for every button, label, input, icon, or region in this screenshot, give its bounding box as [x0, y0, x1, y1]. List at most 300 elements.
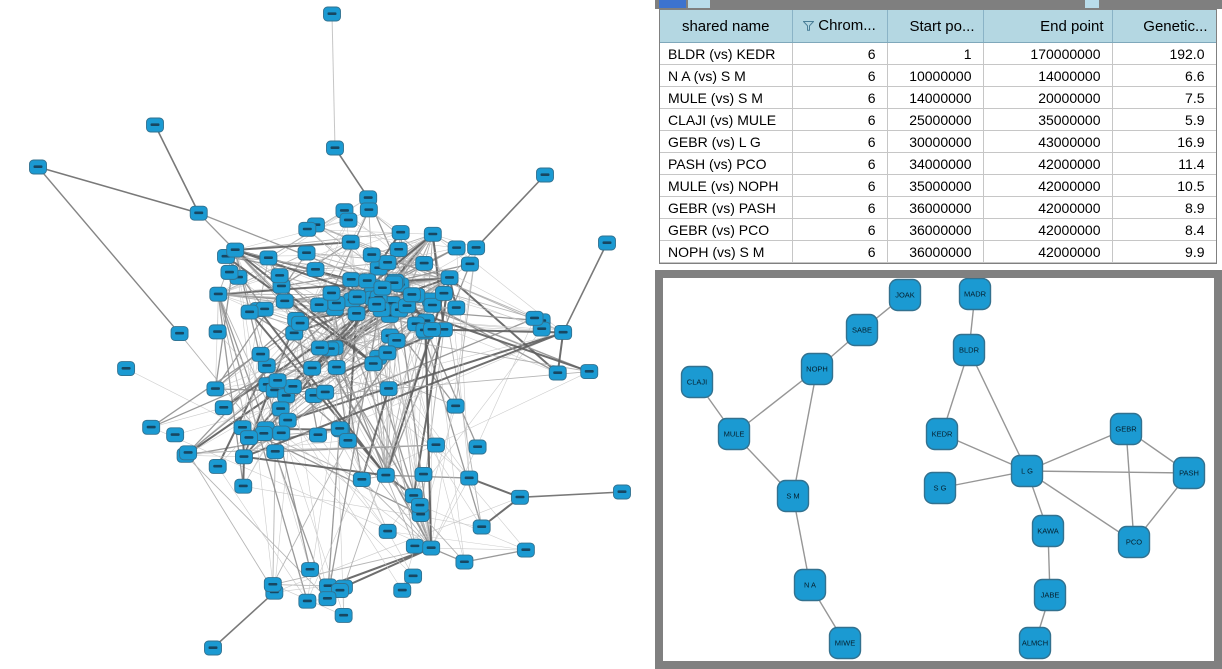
node-JABE[interactable] [1035, 580, 1066, 611]
overview-node[interactable] [273, 426, 290, 440]
overview-node-label [282, 394, 291, 397]
overview-node-label [259, 432, 268, 435]
overview-node-label [515, 496, 524, 499]
overview-node-label [369, 362, 378, 365]
overview-node[interactable] [424, 227, 441, 241]
overview-node-label [283, 419, 292, 422]
overview-node-label [303, 228, 312, 231]
overview-node[interactable] [461, 257, 478, 271]
toolbar-fragment-2[interactable] [1085, 0, 1099, 8]
overview-node[interactable] [215, 401, 232, 415]
overview-node[interactable] [235, 450, 252, 464]
cell-genetic_distance[interactable]: 10.5 [1112, 175, 1216, 197]
overview-node-label [256, 353, 265, 356]
overview-node[interactable] [468, 241, 485, 255]
cell-end_point[interactable]: 14000000 [983, 65, 1112, 87]
cell-start_position[interactable]: 35000000 [887, 175, 983, 197]
overview-node-label [472, 246, 481, 249]
cell-genetic_distance[interactable]: 9.9 [1112, 241, 1216, 263]
overview-node[interactable] [447, 399, 464, 413]
overview-node-label [381, 474, 390, 477]
overview-edge [288, 318, 535, 420]
node-label: PASH [1179, 468, 1199, 478]
cell-end_point[interactable]: 42000000 [983, 197, 1112, 219]
overview-node[interactable] [317, 385, 334, 399]
node-SABE[interactable] [847, 315, 878, 346]
overview-node-label [122, 367, 131, 370]
node-PASH[interactable] [1174, 458, 1205, 489]
overview-node-label [209, 646, 218, 649]
overview-node[interactable] [403, 288, 420, 302]
overview-node[interactable] [240, 431, 257, 445]
overview-node[interactable] [411, 498, 428, 512]
overview-node[interactable] [299, 222, 316, 236]
overview-node[interactable] [269, 374, 286, 388]
overview-node-label [244, 436, 253, 439]
overview-node[interactable] [241, 305, 258, 319]
cell-end_point[interactable]: 42000000 [983, 219, 1112, 241]
overview-node-label [428, 328, 437, 331]
column-header-start_position[interactable] [887, 10, 983, 43]
overview-node[interactable] [207, 382, 224, 396]
node-label: MULE [723, 429, 745, 439]
column-header-label: End point [1040, 17, 1104, 35]
overview-node-label [396, 231, 405, 234]
edge-attribute-table[interactable] [659, 9, 1217, 264]
overview-node[interactable] [323, 286, 340, 300]
overview-node-label [288, 385, 297, 388]
overview-node-label [308, 367, 317, 370]
overview-edge [476, 175, 545, 248]
cell-shared_name[interactable]: N A (vs) S M [660, 65, 792, 87]
overview-node[interactable] [448, 301, 465, 315]
overview-node-label [460, 560, 469, 563]
node-CLAJI[interactable] [682, 367, 713, 398]
cell-chromosome[interactable]: 6 [792, 197, 887, 219]
overview-node-label [428, 233, 437, 236]
overview-node[interactable] [324, 7, 341, 21]
cell-shared_name[interactable]: MULE (vs) S M [660, 87, 792, 109]
cell-end_point[interactable]: 35000000 [983, 109, 1112, 131]
node-GEBR[interactable] [1111, 414, 1142, 445]
node-label: S M [786, 491, 800, 501]
overview-node[interactable] [469, 440, 486, 454]
overview-node-label [445, 276, 454, 279]
overview-node-label [452, 246, 461, 249]
node-label: N A [803, 580, 817, 590]
cell-chromosome[interactable]: 6 [792, 43, 887, 65]
overview-node-label [364, 208, 373, 211]
overview-node-label [335, 427, 344, 430]
overview-node[interactable] [342, 235, 359, 249]
overview-node-label [328, 12, 337, 15]
overview-node[interactable] [435, 286, 452, 300]
overview-node[interactable] [298, 246, 315, 260]
column-header-label: Chrom... [818, 17, 876, 34]
overview-node[interactable] [210, 287, 227, 301]
overview-node[interactable] [304, 361, 321, 375]
overview-node[interactable] [227, 243, 244, 257]
overview-node[interactable] [380, 382, 397, 396]
node-label: L G [1021, 466, 1033, 476]
cell-chromosome[interactable]: 6 [792, 87, 887, 109]
overview-node[interactable] [205, 641, 222, 655]
table-row[interactable] [660, 219, 1216, 241]
node-KEDR[interactable] [927, 419, 958, 450]
column-header-chromosome[interactable] [792, 10, 887, 43]
table-body [660, 43, 1216, 263]
overview-node[interactable] [267, 445, 284, 459]
cell-shared_name[interactable]: GEBR (vs) L G [660, 131, 792, 153]
overview-node[interactable] [379, 524, 396, 538]
network-detail-canvas[interactable] [663, 278, 1214, 661]
overview-node-label [290, 331, 299, 334]
cell-end_point[interactable]: 42000000 [983, 153, 1112, 175]
overview-node[interactable] [252, 347, 269, 361]
overview-node[interactable] [424, 323, 441, 337]
cell-end_point[interactable]: 170000000 [983, 43, 1112, 65]
node-label: S G [933, 483, 947, 493]
table-row[interactable] [660, 87, 1216, 109]
edge-NOPH-S_M[interactable] [793, 369, 817, 496]
overview-edge [335, 148, 368, 198]
overview-edge [318, 435, 388, 531]
overview-node[interactable] [311, 341, 328, 355]
table-row[interactable] [660, 175, 1216, 197]
overview-node[interactable] [340, 213, 357, 227]
node-KAWA[interactable] [1033, 516, 1064, 547]
cell-genetic_distance[interactable]: 192.0 [1112, 43, 1216, 65]
overview-node[interactable] [299, 594, 316, 608]
cell-start_position[interactable]: 36000000 [887, 219, 983, 241]
overview-node-label [402, 304, 411, 307]
overview-node[interactable] [461, 471, 478, 485]
overview-node[interactable] [390, 243, 407, 257]
node-S_M[interactable] [778, 481, 809, 512]
overview-node-label [34, 165, 43, 168]
overview-node-label [367, 253, 376, 256]
overview-node[interactable] [264, 578, 281, 592]
overview-node[interactable] [118, 362, 135, 376]
overview-node[interactable] [427, 438, 444, 452]
filter-icon[interactable] [803, 18, 814, 35]
node-JOAK[interactable] [890, 280, 921, 311]
overview-edge [155, 125, 199, 213]
node-MULE[interactable] [719, 419, 750, 450]
node-label: JABE [1040, 590, 1060, 600]
cell-start_position[interactable]: 36000000 [887, 241, 983, 263]
node-MIWE[interactable] [830, 628, 861, 659]
overview-node[interactable] [143, 420, 160, 434]
overview-node[interactable] [279, 413, 296, 427]
cell-shared_name[interactable]: NOPH (vs) S M [660, 241, 792, 263]
overview-node[interactable] [209, 325, 226, 339]
cell-genetic_distance[interactable]: 5.9 [1112, 109, 1216, 131]
overview-node-label [296, 322, 305, 325]
overview-node[interactable] [147, 118, 164, 132]
overview-node[interactable] [353, 473, 370, 487]
overview-node[interactable] [343, 273, 360, 287]
cell-end_point[interactable]: 20000000 [983, 87, 1112, 109]
overview-node[interactable] [599, 236, 616, 250]
overview-node-label [277, 431, 286, 434]
node-label: BLDR [958, 345, 980, 355]
overview-node-label [364, 196, 373, 199]
cell-chromosome[interactable]: 6 [792, 109, 887, 131]
cell-genetic_distance[interactable]: 8.9 [1112, 197, 1216, 219]
cell-shared_name[interactable]: CLAJI (vs) MULE [660, 109, 792, 131]
overview-node[interactable] [359, 274, 376, 288]
overview-node[interactable] [441, 271, 458, 285]
cell-genetic_distance[interactable]: 16.9 [1112, 131, 1216, 153]
overview-node-label [603, 241, 612, 244]
node-L_G[interactable] [1012, 456, 1043, 487]
overview-node-label [407, 293, 416, 296]
cell-start_position[interactable]: 36000000 [887, 197, 983, 219]
cell-shared_name[interactable]: MULE (vs) NOPH [660, 175, 792, 197]
overview-node[interactable] [271, 269, 288, 283]
overview-node-label [303, 600, 312, 603]
cell-genetic_distance[interactable]: 11.4 [1112, 153, 1216, 175]
overview-node-label [559, 331, 568, 334]
overview-node[interactable] [348, 307, 365, 321]
table-row[interactable] [660, 153, 1216, 175]
table-row[interactable] [660, 197, 1216, 219]
overview-node[interactable] [335, 608, 352, 622]
overview-node-label [409, 494, 418, 497]
overview-node-label [306, 568, 315, 571]
overview-node-label [343, 439, 352, 442]
overview-node[interactable] [537, 168, 554, 182]
overview-node[interactable] [377, 468, 394, 482]
network-detail-panel [655, 270, 1222, 669]
toolbar-fragment-0[interactable] [659, 0, 686, 8]
node-label: GEBR [1115, 424, 1137, 434]
table-row[interactable] [660, 241, 1216, 263]
overview-node[interactable] [292, 316, 309, 330]
overview-node-label [439, 292, 448, 295]
overview-node-label [175, 332, 184, 335]
overview-node[interactable] [379, 256, 396, 270]
overview-node-label [273, 379, 282, 382]
node-label: KEDR [931, 429, 953, 439]
overview-node[interactable] [363, 248, 380, 262]
overview-node-label [419, 473, 428, 476]
overview-node[interactable] [517, 543, 534, 557]
cell-start_position[interactable]: 10000000 [887, 65, 983, 87]
overview-node[interactable] [327, 141, 344, 155]
node-ALMCH[interactable] [1020, 628, 1051, 659]
overview-node[interactable] [190, 206, 207, 220]
node-N_A[interactable] [795, 570, 826, 601]
overview-node[interactable] [276, 294, 293, 308]
overview-node[interactable] [209, 459, 226, 473]
cell-chromosome[interactable]: 6 [792, 153, 887, 175]
cell-genetic_distance[interactable]: 7.5 [1112, 87, 1216, 109]
overview-node-label [275, 274, 284, 277]
overview-node[interactable] [180, 446, 197, 460]
overview-node[interactable] [328, 360, 345, 374]
overview-node[interactable] [423, 541, 440, 555]
cell-shared_name[interactable]: PASH (vs) PCO [660, 153, 792, 175]
overview-edge [188, 453, 274, 592]
overview-node-label [392, 339, 401, 342]
overview-node[interactable] [415, 467, 432, 481]
overview-node-label [323, 597, 332, 600]
overview-node-label [276, 407, 285, 410]
column-header-end_point[interactable] [983, 10, 1112, 43]
overview-node-label [383, 530, 392, 533]
overview-node[interactable] [302, 563, 319, 577]
cell-genetic_distance[interactable]: 6.6 [1112, 65, 1216, 87]
overview-node-label [585, 370, 594, 373]
overview-node-label [477, 525, 486, 528]
overview-node-label [409, 574, 418, 577]
overview-node-label [394, 248, 403, 251]
overview-node[interactable] [473, 520, 490, 534]
overview-edge [432, 305, 464, 562]
cell-end_point[interactable]: 42000000 [983, 241, 1112, 263]
cell-start_position[interactable]: 14000000 [887, 87, 983, 109]
node-S_G[interactable] [925, 473, 956, 504]
overview-node[interactable] [549, 366, 566, 380]
overview-node[interactable] [171, 327, 188, 341]
overview-node-label [353, 296, 362, 299]
overview-node-label [431, 443, 440, 446]
edge-BLDR-L_G[interactable] [969, 350, 1027, 471]
cell-shared_name[interactable]: BLDR (vs) KEDR [660, 43, 792, 65]
overview-node-label [398, 589, 407, 592]
overview-node[interactable] [614, 485, 631, 499]
overview-node-label [340, 209, 349, 212]
toolbar-fragment-1[interactable] [688, 0, 710, 8]
overview-node-label [147, 426, 156, 429]
table-row[interactable] [660, 43, 1216, 65]
table-row[interactable] [660, 65, 1216, 87]
overview-node[interactable] [405, 569, 422, 583]
overview-node-label [372, 303, 381, 306]
overview-node[interactable] [319, 592, 336, 606]
overview-node[interactable] [511, 490, 528, 504]
overview-node[interactable] [394, 583, 411, 597]
overview-node[interactable] [555, 325, 572, 339]
node-PCO[interactable] [1119, 527, 1150, 558]
overview-node[interactable] [456, 555, 473, 569]
overview-node-label [530, 317, 539, 320]
overview-node-label [618, 490, 627, 493]
overview-node-label [315, 346, 324, 349]
overview-node-label [184, 451, 193, 454]
cell-genetic_distance[interactable]: 8.4 [1112, 219, 1216, 241]
table-row[interactable] [660, 131, 1216, 153]
cell-end_point[interactable]: 43000000 [983, 131, 1112, 153]
overview-node[interactable] [30, 160, 47, 174]
overview-node-label [339, 614, 348, 617]
overview-node[interactable] [392, 226, 409, 240]
overview-node[interactable] [365, 357, 382, 371]
overview-node-label [332, 366, 341, 369]
overview-node-label [521, 548, 530, 551]
overview-node-label [238, 426, 247, 429]
edge-GEBR-PCO[interactable] [1126, 429, 1134, 542]
overview-node-label [465, 262, 474, 265]
cell-shared_name[interactable]: GEBR (vs) PASH [660, 197, 792, 219]
cell-chromosome[interactable]: 6 [792, 65, 887, 87]
overview-node[interactable] [339, 434, 356, 448]
overview-node-label [420, 262, 429, 265]
table-row[interactable] [660, 109, 1216, 131]
overview-node[interactable] [260, 251, 277, 265]
cell-chromosome[interactable]: 6 [792, 131, 887, 153]
overview-node-label [245, 310, 254, 313]
overview-node[interactable] [379, 346, 396, 360]
cell-end_point[interactable]: 42000000 [983, 175, 1112, 197]
overview-node[interactable] [167, 428, 184, 442]
overview-node-label [239, 485, 248, 488]
overview-node[interactable] [406, 539, 423, 553]
overview-node-label [313, 433, 322, 436]
cell-start_position[interactable]: 30000000 [887, 131, 983, 153]
overview-node-label [211, 387, 220, 390]
cell-chromosome[interactable]: 6 [792, 175, 887, 197]
overview-edge [520, 492, 622, 497]
overview-node-label [311, 268, 320, 271]
overview-node-label [225, 271, 234, 274]
overview-node[interactable] [256, 302, 273, 316]
overview-node-label [151, 123, 160, 126]
cell-chromosome[interactable]: 6 [792, 219, 887, 241]
edge-L_G-PASH[interactable] [1027, 471, 1189, 473]
overview-node-label [271, 450, 280, 453]
cell-start_position[interactable]: 34000000 [887, 153, 983, 175]
overview-node[interactable] [368, 298, 385, 312]
overview-node[interactable] [349, 290, 366, 304]
overview-node[interactable] [307, 263, 324, 277]
overview-node[interactable] [284, 380, 301, 394]
overview-node[interactable] [581, 365, 598, 379]
cell-shared_name[interactable]: GEBR (vs) PCO [660, 219, 792, 241]
overview-node[interactable] [360, 203, 377, 217]
node-label: MADR [963, 289, 987, 299]
node-NOPH[interactable] [802, 354, 833, 385]
cell-start_position[interactable]: 25000000 [887, 109, 983, 131]
overview-node[interactable] [374, 281, 391, 295]
overview-node[interactable] [235, 479, 252, 493]
overview-node[interactable] [221, 265, 238, 279]
cell-chromosome[interactable]: 6 [792, 241, 887, 263]
column-header-genetic_distance[interactable] [1112, 10, 1216, 43]
column-header-shared_name[interactable] [660, 10, 792, 43]
overview-node-label [268, 583, 277, 586]
node-label: KAWA [1037, 526, 1059, 536]
overview-node[interactable] [526, 311, 543, 325]
node-MADR[interactable] [960, 279, 991, 310]
column-header-label: Start po... [909, 17, 975, 35]
node-label: JOAK [895, 290, 915, 300]
cell-start_position[interactable]: 1 [887, 43, 983, 65]
node-BLDR[interactable] [954, 335, 985, 366]
overview-node-label [452, 306, 461, 309]
overview-node[interactable] [416, 256, 433, 270]
overview-node-label [327, 292, 336, 295]
node-label: SABE [851, 325, 873, 335]
overview-node[interactable] [448, 241, 465, 255]
node-label: NOPH [806, 364, 828, 374]
overview-node-label [384, 387, 393, 390]
overview-node-label [277, 285, 286, 288]
overview-edge [213, 592, 274, 648]
overview-node[interactable] [309, 428, 326, 442]
